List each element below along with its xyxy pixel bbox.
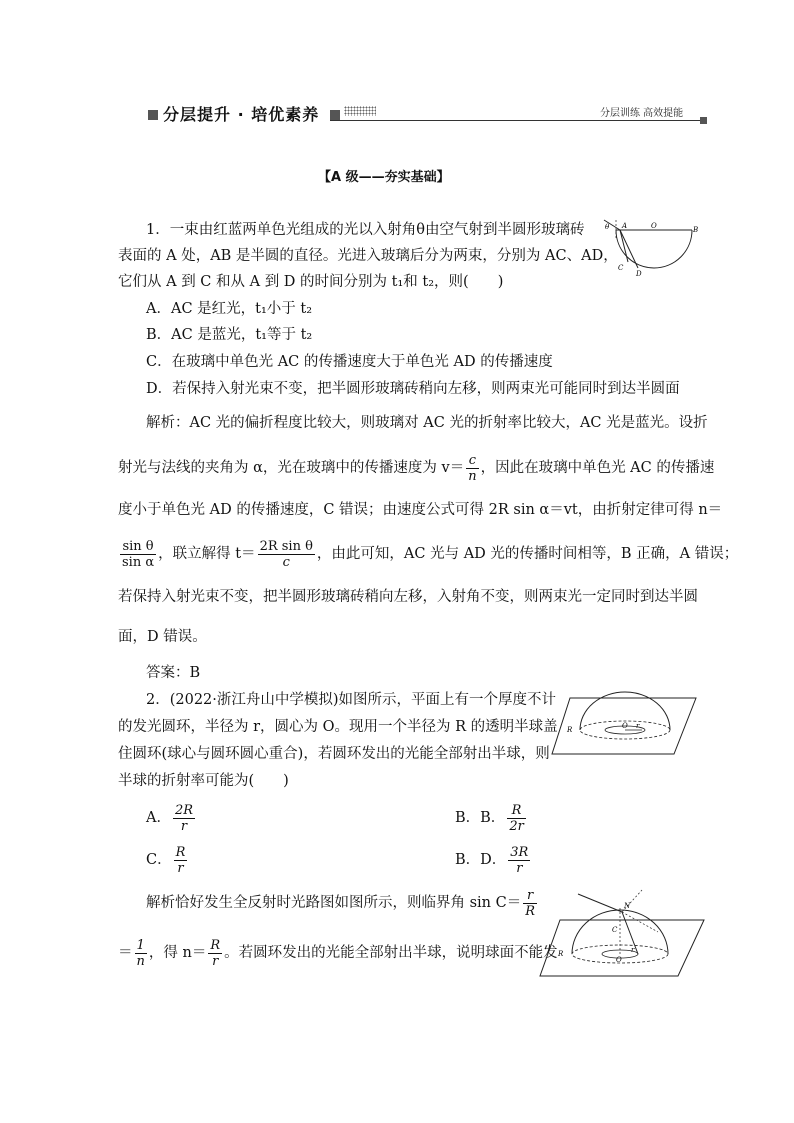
fig1-label-d: D bbox=[636, 270, 642, 278]
fraction-2r-over-r: $\frac{2R}{r}$ bbox=[174, 802, 194, 834]
fig3-label-n: N bbox=[624, 902, 631, 910]
q1-option-c: C．在玻璃中单色光 AC 的传播速度大于单色光 AD 的传播速度 bbox=[146, 354, 553, 370]
fig3-label-c: C bbox=[612, 926, 618, 934]
q2-option-d: B．D． $\frac{3R}{r}$ bbox=[455, 844, 529, 876]
q2-option-c: C． $\frac{R}{r}$ bbox=[146, 844, 186, 876]
fraction-r-over-big-r: $\frac{r}{R}$ bbox=[525, 887, 536, 919]
fig1-label-a: A bbox=[622, 222, 628, 230]
header-right-square bbox=[700, 117, 707, 124]
fraction-r-over-r: $\frac{R}{r}$ bbox=[175, 844, 186, 876]
header-left-square bbox=[148, 110, 158, 120]
analysis1-line-5: 若保持入射光束不变，把半圆形玻璃砖稍向左移，入射角不变，则两束光一定同时到达半圆 bbox=[118, 589, 698, 605]
q2-light-path-figure bbox=[538, 884, 708, 984]
q2-line-4: 半球的折射率可能为( ) bbox=[118, 773, 289, 789]
analysis1-line-4a: ，联立解得 t＝ bbox=[158, 546, 256, 562]
fig1-label-theta: θ bbox=[605, 223, 610, 231]
q2-line-2: 的发光圆环，半径为 r，圆心为 O。现用一个半径为 R 的透明半球盖 bbox=[118, 719, 558, 735]
q2-option-a: A． $\frac{2R}{r}$ bbox=[146, 802, 194, 834]
fraction-1-over-n: $\frac{1}{n}$ bbox=[136, 937, 145, 969]
fig2-label-o: O bbox=[622, 722, 628, 730]
fraction-c-over-n: $\frac{c}{n}$ bbox=[468, 452, 477, 484]
fraction-big-r-over-r: $\frac{R}{r}$ bbox=[210, 937, 221, 969]
analysis1-line-1: 解析：AC 光的偏折程度比较大，则玻璃对 AC 光的折射率比较大，AC 光是蓝光。设折 bbox=[146, 415, 708, 431]
analysis2-line-2: ＝ $\frac{1}{n}$ ，得 n＝ $\frac{R}{r}$ 。若圆环发出的光能全部射出半球，说明球面不能发 bbox=[118, 937, 558, 969]
analysis1-line-3: 度小于单色光 AD 的传播速度，C 错误；由速度公式可得 2R sin α＝vt，由折射定律可得 n＝ bbox=[118, 502, 723, 518]
header-title: 分层提升 · 培优素养 bbox=[163, 105, 320, 124]
q2-hemisphere-figure bbox=[550, 688, 700, 760]
section-title: 【A 级——夯实基础】 bbox=[318, 170, 450, 185]
analysis1-line-4 bbox=[118, 536, 738, 572]
q2-line-3: 住圆环(球心与圆环圆心重合)，若圆环发出的光能全部射出半球，则 bbox=[118, 746, 550, 762]
analysis1-line-2 bbox=[118, 452, 714, 484]
fraction-sin-theta-over-sin-alpha: $\frac{\text{sin θ}}{\text{sin α}}$ bbox=[122, 538, 155, 570]
q1-option-a: A．AC 是红光，t₁小于 t₂ bbox=[146, 301, 313, 317]
analysis1-line-2a: 射光与法线的夹角为 α，光在玻璃中的传播速度为 v＝ bbox=[118, 460, 465, 476]
fig3-label-r-big: R bbox=[558, 950, 564, 958]
fraction-r-over-2r: $\frac{R}{2r}$ bbox=[509, 802, 524, 834]
fig1-label-b: B bbox=[693, 226, 698, 234]
q2-option-b: B．B． $\frac{R}{2r}$ bbox=[455, 802, 524, 834]
fig3-label-r-small: r bbox=[631, 946, 635, 954]
analysis2-line-1: 解析恰好发生全反射时光路图如图所示，则临界角 sin C＝ $\frac{r}{R}$ bbox=[146, 887, 536, 919]
fig2-label-r-small: r bbox=[636, 722, 640, 730]
analysis1-line-6: 面，D 错误。 bbox=[118, 629, 207, 645]
fig1-label-o: O bbox=[651, 222, 657, 230]
fig1-label-c: C bbox=[618, 264, 624, 272]
header-rule bbox=[330, 120, 700, 121]
fig3-label-o: O bbox=[616, 956, 622, 964]
fig2-label-r-big: R bbox=[567, 726, 573, 734]
q1-option-b: B．AC 是蓝光，t₁等于 t₂ bbox=[146, 327, 313, 343]
header-right-label: 分层训练 高效提能 bbox=[600, 108, 684, 119]
fraction-3r-over-r: $\frac{3R}{r}$ bbox=[510, 844, 529, 876]
q2-line-1: 2．(2022·浙江舟山中学模拟)如图所示，平面上有一个厚度不计 bbox=[146, 692, 557, 708]
answer-1: 答案：B bbox=[146, 665, 201, 681]
q1-line-3: 它们从 A 到 C 和从 A 到 D 的时间分别为 t₁和 t₂，则( ) bbox=[118, 274, 504, 290]
q1-line-2: 表面的 A 处，AB 是半圆的直径。光进入玻璃后分为两束，分别为 AC、AD， bbox=[118, 248, 618, 264]
fraction-2rsin-over-c: $\frac{\text{2R sin θ}}{c}$ bbox=[259, 538, 313, 570]
header-mid-square bbox=[330, 110, 340, 120]
q1-option-d: D．若保持入射光束不变，把半圆形玻璃砖稍向左移，则两束光可能同时到达半圆面 bbox=[146, 381, 680, 397]
header-dotted-pattern bbox=[344, 106, 376, 116]
q1-semicircle-figure bbox=[598, 218, 698, 280]
analysis1-line-2b: ，因此在玻璃中单色光 AC 的传播速 bbox=[480, 460, 715, 476]
analysis1-line-4b: ，由此可知，AC 光与 AD 光的传播时间相等，B 正确，A 错误； bbox=[316, 546, 739, 562]
q1-line-1: 1．一束由红蓝两单色光组成的光以入射角θ由空气射到半圆形玻璃砖 bbox=[146, 222, 585, 238]
